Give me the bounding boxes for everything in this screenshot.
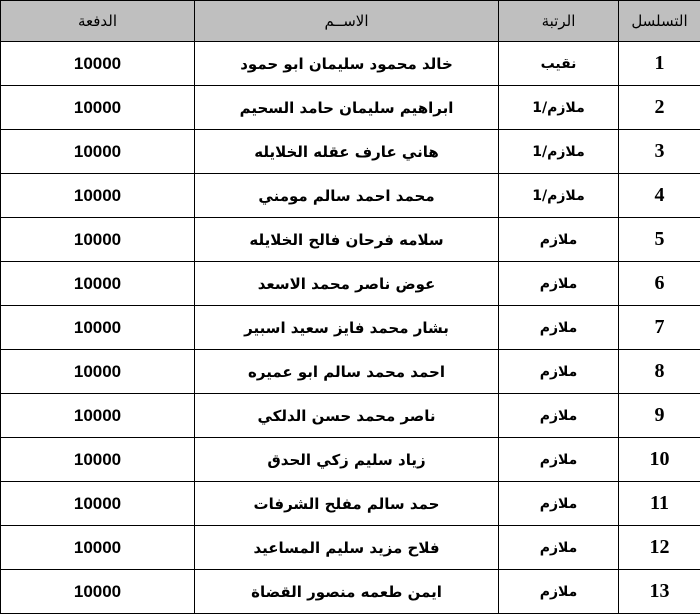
payment-cell: 10000 <box>1 350 195 394</box>
name-cell: حمد سالم مفلح الشرفات <box>195 482 499 526</box>
seq-cell: 7 <box>619 306 700 350</box>
table-row <box>1 394 700 438</box>
seq-cell: 5 <box>619 218 700 262</box>
name-cell: ايمن طعمه منصور القضاة <box>195 570 499 614</box>
payment-cell: 10000 <box>1 438 195 482</box>
table-row <box>1 86 700 130</box>
payment-cell: 10000 <box>1 262 195 306</box>
rank-cell: نقيب <box>499 42 619 86</box>
rank-cell: ملازم <box>499 218 619 262</box>
rank-cell: ملازم <box>499 306 619 350</box>
table-row <box>1 306 700 350</box>
rank-cell: ملازم <box>499 350 619 394</box>
payment-cell: 10000 <box>1 130 195 174</box>
seq-cell: 3 <box>619 130 700 174</box>
payment-cell: 10000 <box>1 394 195 438</box>
name-cell: ابراهيم سليمان حامد السحيم <box>195 86 499 130</box>
seq-cell: 11 <box>619 482 700 526</box>
table-row <box>1 130 700 174</box>
name-cell: بشار محمد فايز سعيد اسبير <box>195 306 499 350</box>
seq-cell: 1 <box>619 42 700 86</box>
table-row <box>1 174 700 218</box>
rank-cell: ملازم/1 <box>499 174 619 218</box>
seq-cell: 8 <box>619 350 700 394</box>
seq-cell: 2 <box>619 86 700 130</box>
seq-cell: 9 <box>619 394 700 438</box>
payment-cell: 10000 <box>1 42 195 86</box>
table-row <box>1 262 700 306</box>
rank-cell: ملازم <box>499 570 619 614</box>
name-cell: احمد محمد سالم ابو عميره <box>195 350 499 394</box>
rank-cell: ملازم/1 <box>499 86 619 130</box>
name-cell: محمد احمد سالم مومني <box>195 174 499 218</box>
table-row <box>1 482 700 526</box>
name-cell: هاني عارف عقله الخلايله <box>195 130 499 174</box>
seq-cell: 13 <box>619 570 700 614</box>
header-payment: الدفعة <box>1 1 195 42</box>
rank-cell: ملازم <box>499 262 619 306</box>
header-seq: التسلسل <box>619 1 700 42</box>
table-row <box>1 526 700 570</box>
rank-cell: ملازم <box>499 394 619 438</box>
seq-cell: 10 <box>619 438 700 482</box>
rank-cell: ملازم <box>499 482 619 526</box>
seq-cell: 12 <box>619 526 700 570</box>
seq-cell: 4 <box>619 174 700 218</box>
name-cell: سلامه فرحان فالح الخلايله <box>195 218 499 262</box>
payment-cell: 10000 <box>1 482 195 526</box>
name-cell: خالد محمود سليمان ابو حمود <box>195 42 499 86</box>
table-row <box>1 42 700 86</box>
rank-cell: ملازم/1 <box>499 130 619 174</box>
payment-cell: 10000 <box>1 306 195 350</box>
payment-cell: 10000 <box>1 86 195 130</box>
header-name: الاســم <box>195 1 499 42</box>
rank-cell: ملازم <box>499 526 619 570</box>
table-row <box>1 438 700 482</box>
payment-cell: 10000 <box>1 526 195 570</box>
payment-cell: 10000 <box>1 570 195 614</box>
table-row <box>1 570 700 614</box>
seq-cell: 6 <box>619 262 700 306</box>
name-cell: ناصر محمد حسن الدلكي <box>195 394 499 438</box>
rank-cell: ملازم <box>499 438 619 482</box>
name-cell: فلاح مزيد سليم المساعيد <box>195 526 499 570</box>
payment-cell: 10000 <box>1 218 195 262</box>
table-row <box>1 350 700 394</box>
header-rank: الرتبة <box>499 1 619 42</box>
table-row <box>1 218 700 262</box>
header-row <box>1 1 700 42</box>
name-cell: عوض ناصر محمد الاسعد <box>195 262 499 306</box>
name-cell: زياد سليم زكي الحدق <box>195 438 499 482</box>
payment-cell: 10000 <box>1 174 195 218</box>
